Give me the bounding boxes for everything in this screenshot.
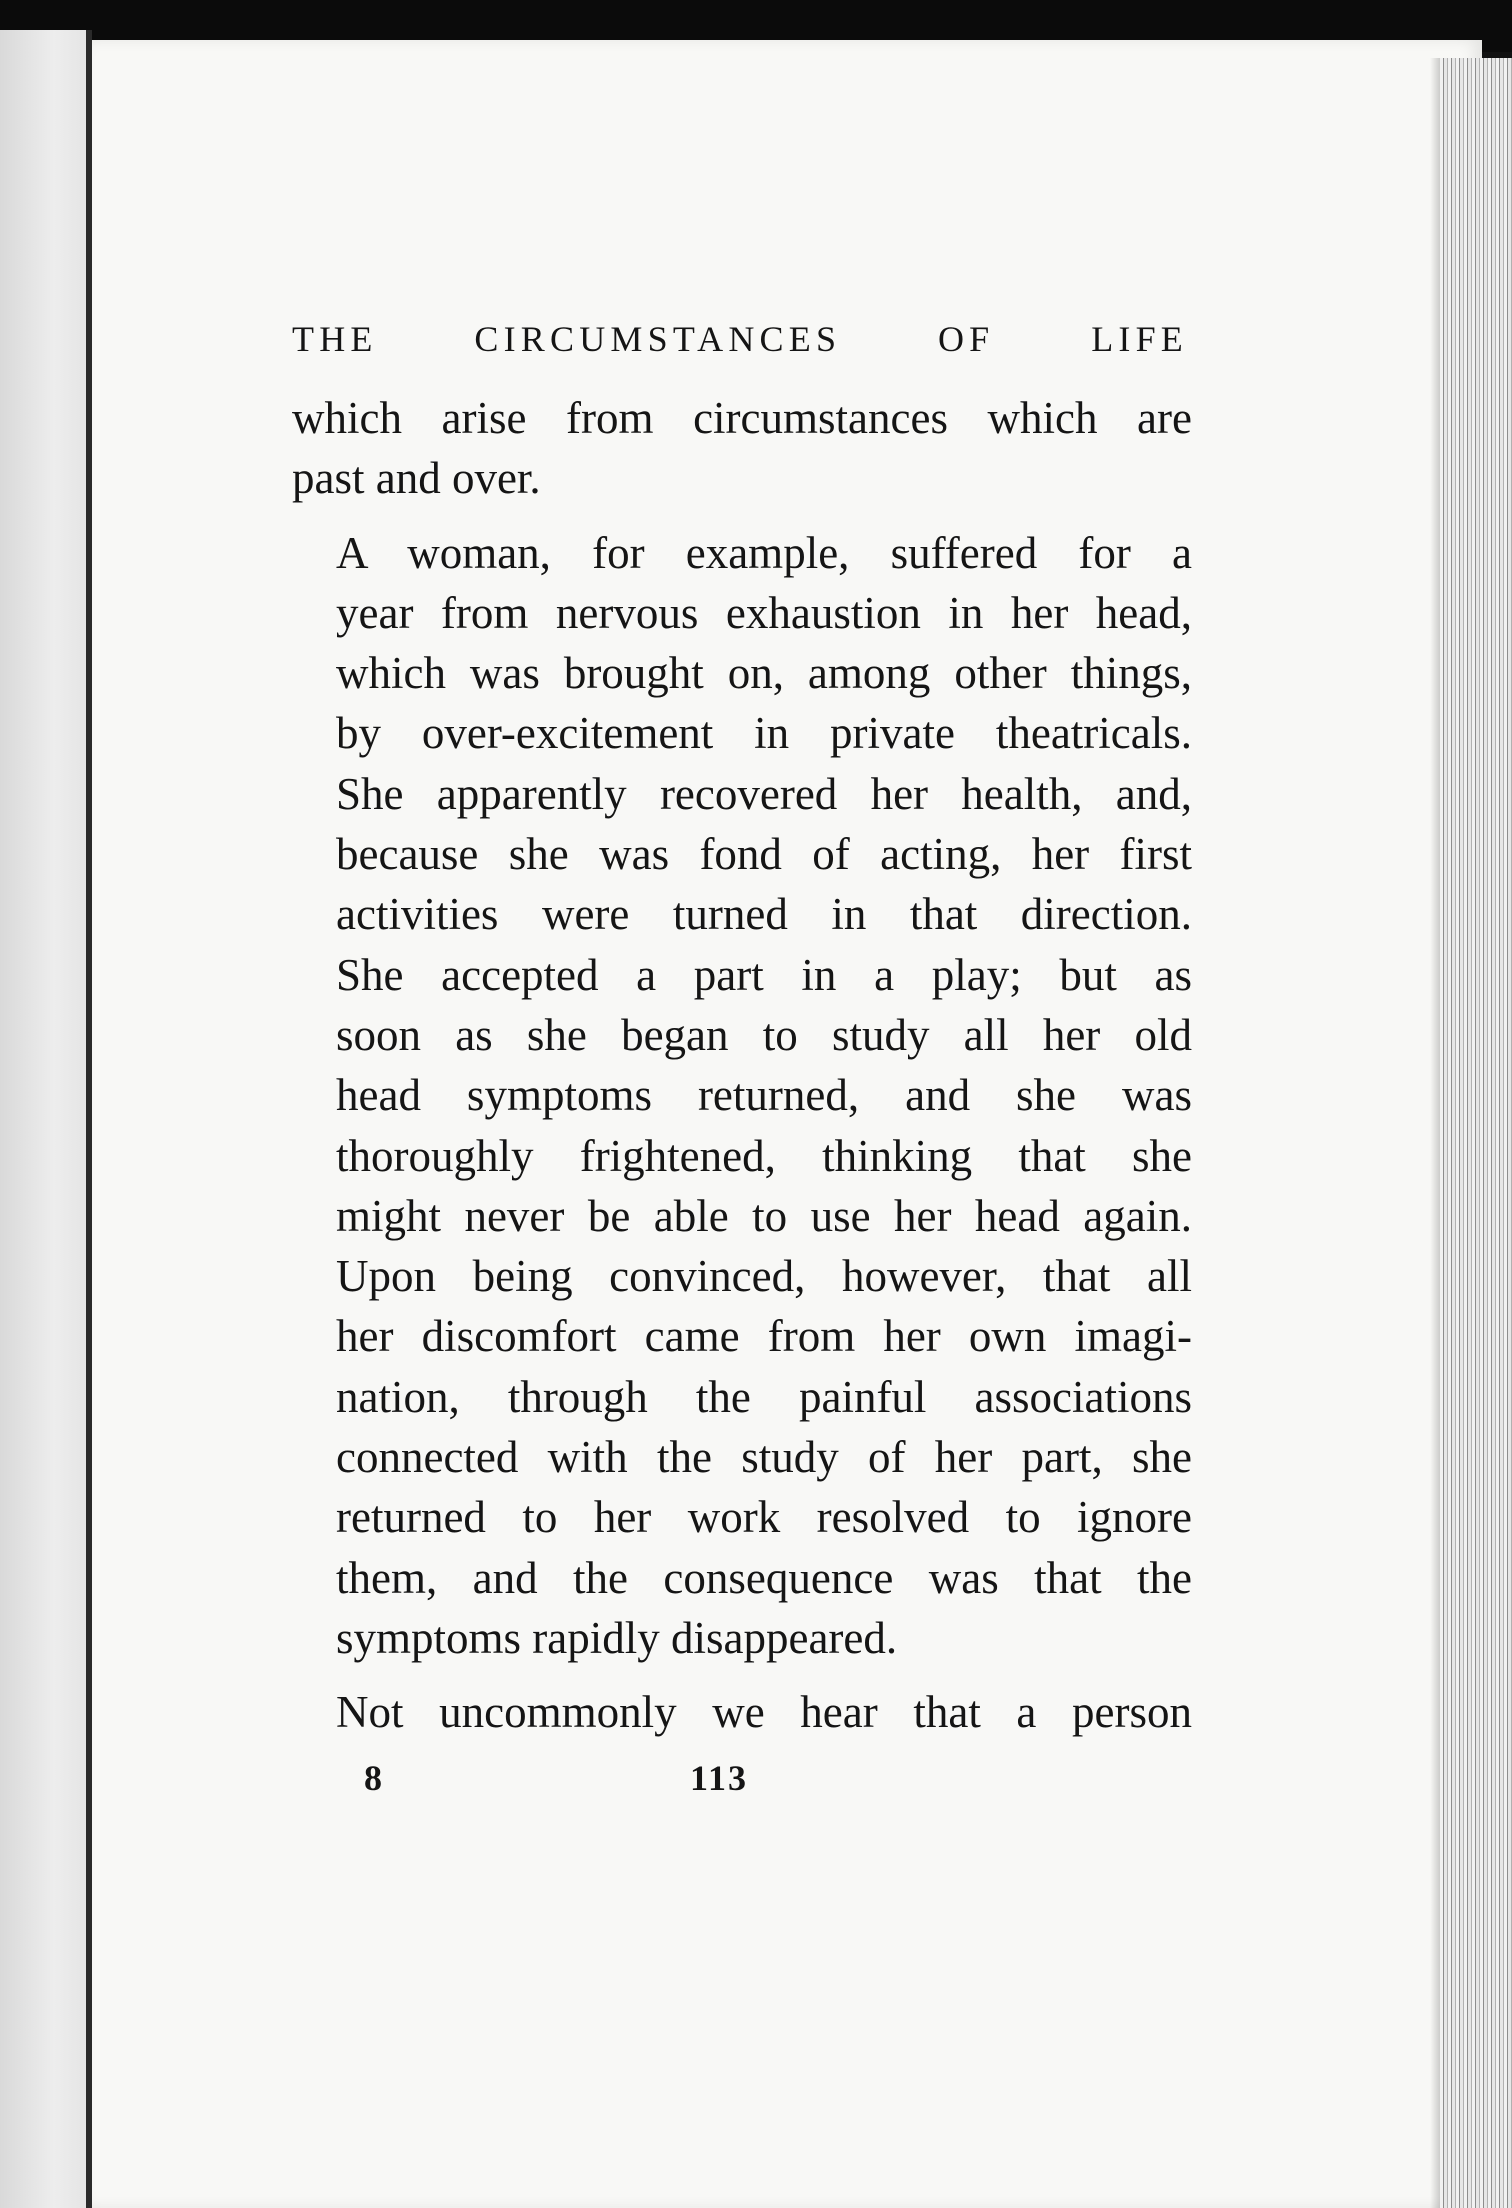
text-line: She accepted a part in a play; but as [336, 949, 1192, 1000]
text-line: connected with the study of her part, she [336, 1432, 1192, 1483]
facing-page-edge [0, 30, 90, 2208]
text-line: symptoms rapidly disappeared. [336, 1612, 898, 1663]
text-line: might never be able to use her head again. [336, 1190, 1192, 1241]
paragraph-next [292, 1682, 1192, 1742]
text-line: soon as she began to study all her old [336, 1009, 1192, 1060]
text-block [292, 318, 1192, 1807]
running-head: THE CIRCUMSTANCES OF LIFE [292, 319, 1188, 359]
text-line: which was brought on, among other things, [336, 648, 1192, 699]
text-line: A woman, for example, suffered for a [336, 527, 1192, 578]
text-line: year from nervous exhaustion in her head, [336, 587, 1192, 638]
text-line: past and over. [292, 453, 541, 504]
text-line: thoroughly frightened, thinking that she [336, 1130, 1192, 1181]
paragraph-continued [292, 388, 1192, 509]
text-line: her discomfort came from her own imagi- [336, 1311, 1192, 1362]
page-number: 113 [690, 1757, 749, 1798]
text-line: Not uncommonly we hear that a person [336, 1687, 1192, 1738]
text-line: nation, through the painful associations [336, 1371, 1192, 1422]
text-line: which arise from circumstances which are [292, 393, 1192, 443]
page-fore-edge [1440, 58, 1512, 2208]
text-line: by over-excitement in private theatricals. [336, 708, 1192, 759]
signature-mark: 8 [364, 1757, 382, 1798]
text-line: activities were turned in that direction. [336, 889, 1192, 940]
paragraph-example [292, 523, 1192, 1669]
text-line: Upon being convinced, however, that all [336, 1251, 1192, 1302]
page-footer [292, 1757, 1192, 1807]
text-line: head symptoms returned, and she was [336, 1070, 1192, 1121]
text-line: She apparently recovered her health, and, [336, 768, 1192, 819]
text-line: them, and the consequence was that the [336, 1552, 1192, 1603]
text-line: returned to her work resolved to ignore [336, 1492, 1192, 1543]
text-line: because she was fond of acting, her first [336, 829, 1192, 880]
